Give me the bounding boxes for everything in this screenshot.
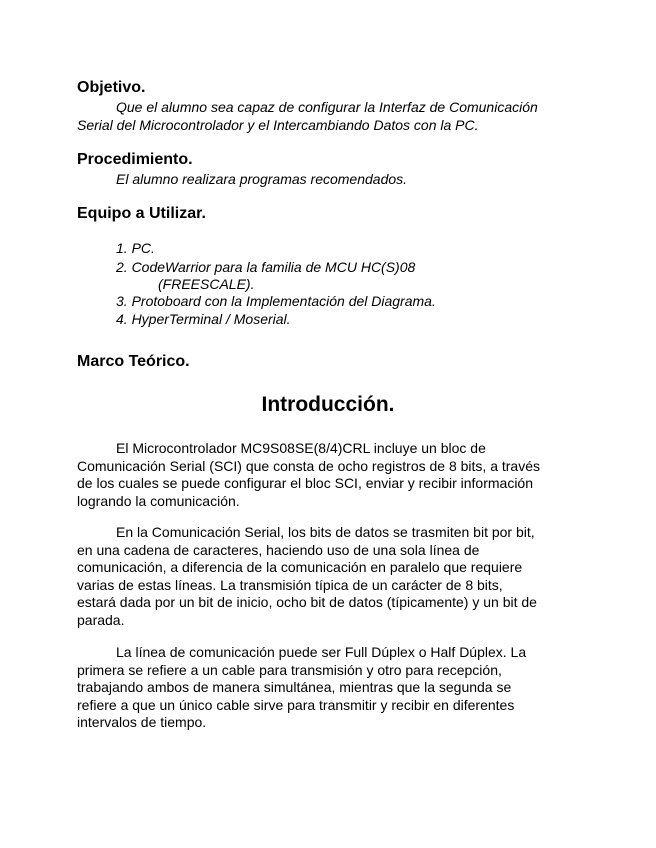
paragraph-line: refiere a que un único cable sirve para transmitir y recibir en diferentes bbox=[77, 696, 515, 713]
introduccion-title: Introducción. bbox=[261, 393, 395, 416]
procedimiento-text: El alumno realizara programas recomendados. bbox=[116, 171, 408, 187]
paragraph-line: Comunicación Serial (SCI) que consta de ocho registros de 8 bits, a través bbox=[77, 457, 541, 474]
paragraph-line: comunicación, a diferencia de la comunicación en paralelo que requiere bbox=[77, 559, 523, 575]
equipo-item: 4. HyperTerminal / Moserial. bbox=[116, 311, 291, 327]
paragraph-line: logrando la comunicación. bbox=[77, 492, 240, 509]
objetivo-text-line-1: Que el alumno sea capaz de configurar la Interfaz de Comunicación bbox=[116, 99, 538, 115]
equipo-heading: Equipo a Utilizar. bbox=[77, 205, 206, 222]
paragraph-line: La línea de comunicación puede ser Full Dúplex o Half Dúplex. La bbox=[116, 644, 527, 660]
marco-teorico-heading: Marco Teórico. bbox=[77, 353, 190, 370]
equipo-item: 2. CodeWarrior para la familia de MCU HC(S)08 bbox=[116, 259, 416, 275]
objetivo-heading: Objetivo. bbox=[77, 79, 146, 96]
paragraph-line: intervalos de tiempo. bbox=[77, 714, 207, 730]
paragraph-line: de los cuales se puede configurar el bloc SCI, enviar y recibir información bbox=[77, 475, 534, 491]
equipo-item: 3. Protoboard con la Implementación del Diagrama. bbox=[116, 293, 436, 309]
equipo-item-continuation: (FREESCALE). bbox=[158, 276, 255, 292]
intro-paragraph-3 bbox=[77, 644, 577, 732]
paragraph-line: primera se refiere a un cable para transmisión y otro para recepción, bbox=[77, 661, 502, 678]
equipo-item: 1. PC. bbox=[116, 240, 155, 256]
procedimiento-heading: Procedimiento. bbox=[77, 151, 193, 168]
intro-paragraph-2 bbox=[77, 524, 577, 629]
paragraph-line: parada. bbox=[77, 611, 125, 628]
paragraph-line: trabajando ambos de manera simultánea, mientras que la segunda se bbox=[77, 679, 512, 695]
paragraph-line: varias de estas líneas. La transmisión típica de un carácter de 8 bits, bbox=[77, 576, 503, 593]
paragraph-line: El Microcontrolador MC9S08SE(8/4)CRL incluye un bloc de bbox=[116, 440, 486, 456]
paragraph-line: En la Comunicación Serial, los bits de datos se trasmiten bit por bit, bbox=[116, 524, 535, 540]
objetivo-text-line-2: Serial del Microcontrolador y el Intercambiando Datos con la PC. bbox=[77, 117, 479, 133]
paragraph-line: en una cadena de caracteres, haciendo uso de una sola línea de bbox=[77, 541, 480, 558]
intro-paragraph-1 bbox=[77, 440, 577, 510]
paragraph-line: estará dada por un bit de inicio, ocho bit de datos (típicamente) y un bit de bbox=[77, 594, 537, 610]
